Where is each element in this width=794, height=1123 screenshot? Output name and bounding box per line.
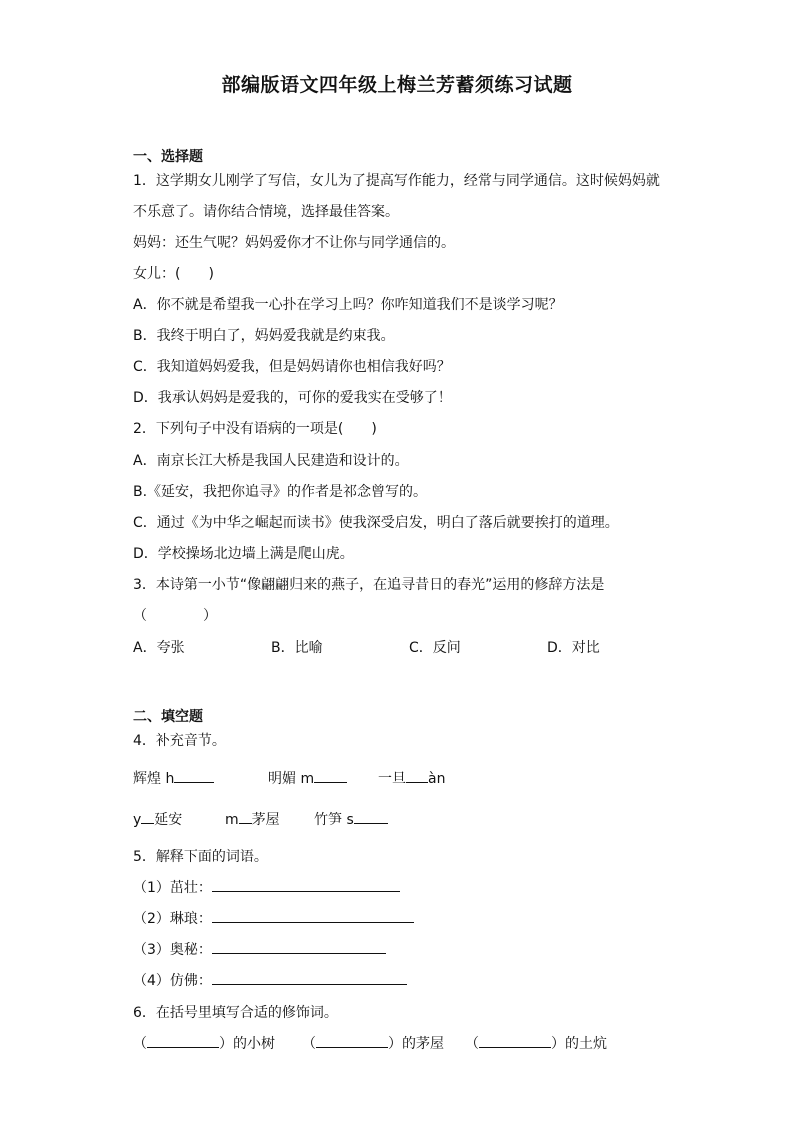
page-title: 部编版语文四年级上梅兰芳蓄须练习试题 <box>221 74 573 96</box>
answer-line[interactable] <box>212 972 407 985</box>
q2-option-b: B.《延安，我把你追寻》的作者是祁念曾写的。 <box>133 484 428 500</box>
q2-option-c: C．通过《为中华之崛起而读书》使我深受启发，明白了落后就要挨打的道理。 <box>133 515 619 531</box>
q4-item-yanan: y 延安 <box>133 812 183 828</box>
q6-item-2: （ ）的茅屋 <box>302 1036 444 1052</box>
q4-item-yidan: 一旦 àn <box>378 771 446 787</box>
blank-line[interactable] <box>314 770 347 783</box>
section-heading-fill: 二、填空题 <box>133 709 203 725</box>
q1-mom-line: 妈妈：还生气呢？妈妈爱你才不让你与同学通信的。 <box>133 235 455 251</box>
blank-line[interactable] <box>316 1035 388 1048</box>
blank-line[interactable] <box>239 811 252 824</box>
q1-option-d: D．我承认妈妈是爱我的，可你的爱我实在受够了！ <box>133 390 452 406</box>
q1-option-c: C．我知道妈妈爱我，但是妈妈请你也相信我好吗？ <box>133 359 451 375</box>
q5-item-3: （3）奥秘： <box>133 940 386 960</box>
q3-option-b: B．比喻 <box>271 640 323 656</box>
answer-line[interactable] <box>212 879 400 892</box>
q2-stem: 2．下列句子中没有语病的一项是( ) <box>133 421 377 437</box>
q6-stem: 6．在括号里填写合适的修饰词。 <box>133 1005 338 1021</box>
q2-option-d: D．学校操场北边墙上满是爬山虎。 <box>133 546 354 562</box>
q2-option-a: A．南京长江大桥是我国人民建造和设计的。 <box>133 453 409 469</box>
q5-stem: 5．解释下面的词语。 <box>133 849 268 865</box>
q3-option-c: C．反问 <box>409 640 461 656</box>
q1-daughter-line: 女儿：( ) <box>133 266 214 282</box>
q3-option-a: A．夸张 <box>133 640 185 656</box>
blank-line[interactable] <box>406 770 428 783</box>
q1-option-a: A．你不就是希望我一心扑在学习上吗？你咋知道我们不是谈学习呢？ <box>133 297 563 313</box>
answer-line[interactable] <box>212 910 414 923</box>
section-heading-choice: 一、选择题 <box>133 149 203 165</box>
answer-line[interactable] <box>212 941 386 954</box>
q4-item-mingmei: 明媚 m <box>268 769 347 789</box>
blank-line[interactable] <box>147 1035 219 1048</box>
q5-item-1: （1）茁壮： <box>133 878 400 898</box>
blank-line[interactable] <box>479 1035 551 1048</box>
q5-item-4: （4）仿佛： <box>133 971 407 991</box>
blank-line[interactable] <box>174 770 214 783</box>
q4-stem: 4．补充音节。 <box>133 733 226 749</box>
q6-item-1: （ ）的小树 <box>133 1036 275 1052</box>
blank-line[interactable] <box>354 811 388 824</box>
q4-item-huihuang: 辉煌 h <box>133 769 214 789</box>
q5-item-2: （2）琳琅： <box>133 909 414 929</box>
blank-line[interactable] <box>141 811 154 824</box>
q3-option-d: D．对比 <box>547 640 600 656</box>
q1-stem-line2: 不乐意了。请你结合情境，选择最佳答案。 <box>133 204 399 220</box>
q3-answer-paren: （ ） <box>133 608 217 624</box>
q6-item-3: （ ）的土炕 <box>465 1036 607 1052</box>
q1-stem-line1: 1．这学期女儿刚学了写信，女儿为了提高写作能力，经常与同学通信。这时候妈妈就 <box>133 173 660 189</box>
q4-item-zhusun: 竹笋 s <box>314 810 388 830</box>
q3-stem: 3．本诗第一小节“像翩翩归来的燕子，在追寻昔日的春光”运用的修辞方法是 <box>133 577 605 593</box>
q1-option-b: B．我终于明白了，妈妈爱我就是约束我。 <box>133 328 395 344</box>
q4-item-maowu: m 茅屋 <box>225 812 280 828</box>
